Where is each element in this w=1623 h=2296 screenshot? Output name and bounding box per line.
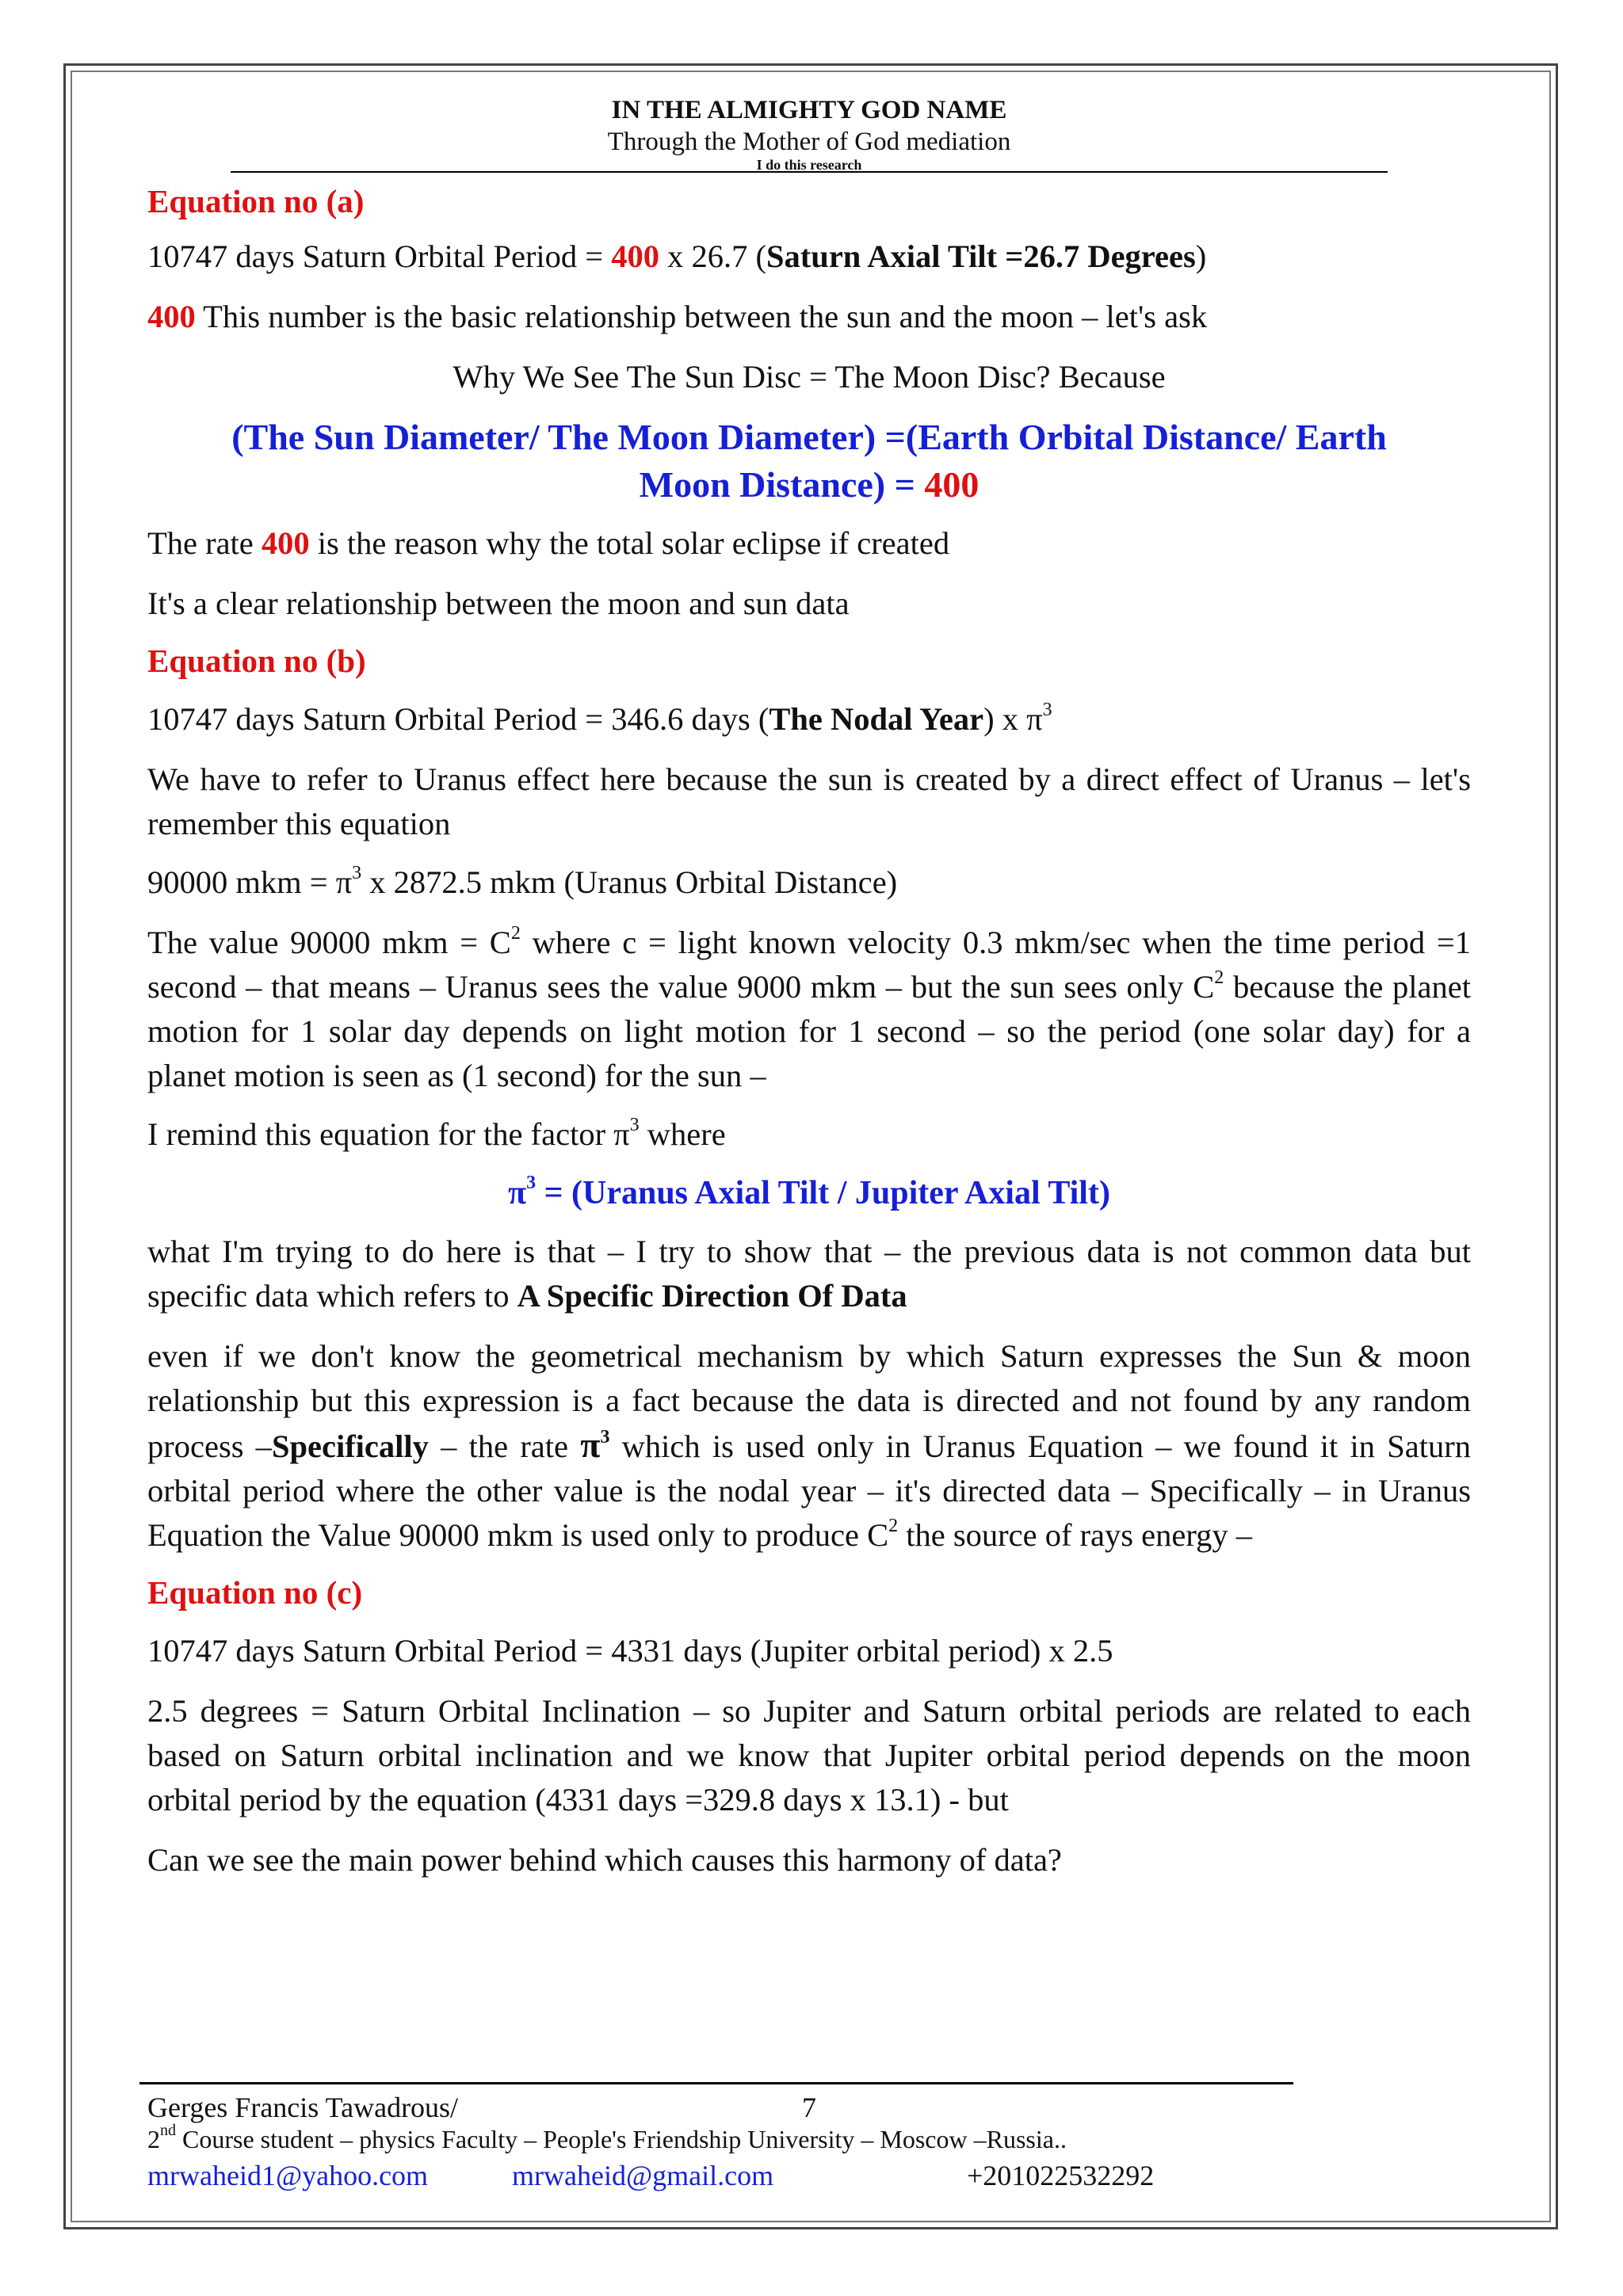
ratio-statement: (The Sun Diameter/ The Moon Diameter) =(Earth Orbital Distance/ Earth Moon Distance) = 400 xyxy=(231,417,1387,505)
header-title: IN THE ALMIGHTY GOD NAME xyxy=(611,96,1007,124)
para-b2: The value 90000 mkm = $C^2$ where c = light known velocity 0.3 mkm/sec when the time period =1 second – that means – Uranus sees the value 9000 mkm – but the sun sees only $C^2$ because the planet motion for 1 solar day depends on light motion for 1 second – so the period (one solar day) for a planet motion is seen as (1 second) for the sun – xyxy=(147,922,1471,1093)
document-body xyxy=(147,93,1471,1882)
header-subtitle: Through the Mother of God mediation xyxy=(607,128,1011,156)
header-note: I do this research xyxy=(756,157,862,173)
footer-rule xyxy=(139,2082,1293,2084)
para-b3: what I'm trying to do here is that – I try to show that – the previous data is not common data but specific data which refers to A Specific Direction Of Data xyxy=(147,1234,1471,1314)
page-number: 7 xyxy=(802,2092,816,2123)
line-a1: 10747 days Saturn Orbital Period = 400 x 26.7 (Saturn Axial Tilt =26.7 Degrees) xyxy=(147,238,1207,274)
line-a5: It's a clear relationship between the moon and sun data xyxy=(147,585,850,621)
para-b1: We have to refer to Uranus effect here because the sun is created by a direct effect of Uranus – let's remember this equation xyxy=(147,761,1471,841)
line-a3: Why We See The Sun Disc = The Moon Disc? Because xyxy=(453,359,1166,395)
line-b2: 90000 mkm = $\pi^3$ x 2872.5 mkm (Uranus Orbital Distance) xyxy=(147,862,898,900)
heading-equation-a: Equation no (a) xyxy=(147,183,365,219)
para-b4: even if we don't know the geometrical mechanism by which Saturn expresses the Sun & moon relationship but this expression is a fact because the data is directed and not found by any random process –Specifically – the rate $\pi^3$ which is used only in Uranus Equation – we found it in Saturn orbital period where the other value is the nodal year – it's directed data – Specifically – in Uranus Equation the Value 90000 mkm is used only to produce $C^2$ the source of rays energy – xyxy=(147,1338,1471,1553)
para-c1: 2.5 degrees = Saturn Orbital Inclination – so Jupiter and Saturn orbital periods are related to each based on Saturn orbital inclination and we know that Jupiter orbital period depends on the moon orbital period by the equation (4331 days =329.8 days x 13.1) - but xyxy=(147,1693,1471,1817)
heading-equation-b: Equation no (b) xyxy=(147,643,366,679)
footer-phone: +201022532292 xyxy=(967,2160,1155,2191)
line-c2: Can we see the main power behind which causes this harmony of data? xyxy=(147,1842,1062,1878)
page-header xyxy=(147,93,1471,173)
line-b3: I remind this equation for the factor $\pi^3$ where xyxy=(147,1114,726,1152)
footer-affiliation: 2nd Course student – physics Faculty – People's Friendship University – Moscow –Russia.. xyxy=(147,2122,1067,2153)
line-a2: 400 This number is the basic relationship between the sun and the moon – let's ask xyxy=(147,299,1208,334)
footer-email-1[interactable]: mrwaheid1@yahoo.com xyxy=(147,2160,429,2191)
line-b1: 10747 days Saturn Orbital Period = 346.6 days (The Nodal Year) x $\pi^3$ xyxy=(147,699,1052,737)
footer-author: Gerges Francis Tawadrous/ xyxy=(147,2092,459,2123)
line-c1: 10747 days Saturn Orbital Period = 4331 days (Jupiter orbital period) x 2.5 xyxy=(147,1633,1113,1669)
line-a4: The rate 400 is the reason why the total solar eclipse if created xyxy=(147,525,950,561)
heading-equation-c: Equation no (c) xyxy=(147,1574,363,1611)
pi-cubed-statement: $\pi^3$ = (Uranus Axial Tilt / Jupiter Axial Tilt) xyxy=(508,1173,1110,1211)
footer-email-2[interactable]: mrwaheid@gmail.com xyxy=(512,2160,774,2191)
